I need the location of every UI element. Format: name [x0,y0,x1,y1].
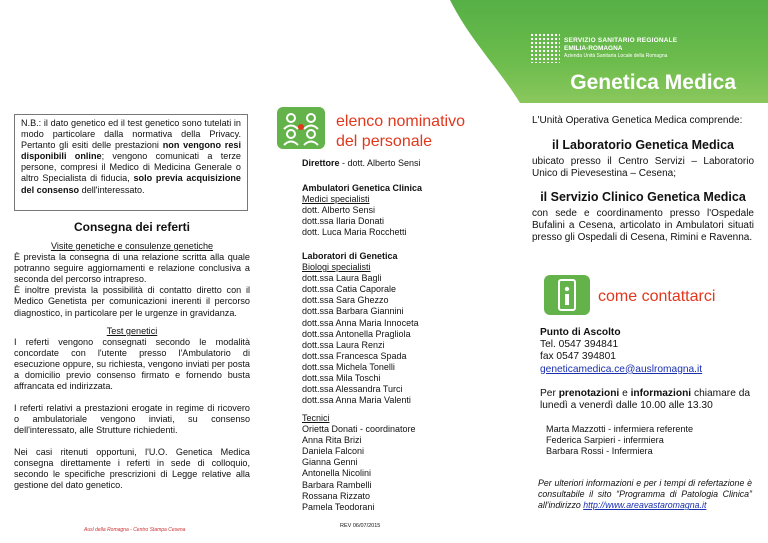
servizio-clinico-title: il Servizio Clinico Genetica Medica [540,190,746,204]
print-footer: Ausl della Romagna - Centro Stampa Cesena [84,527,186,533]
website-link[interactable]: http://www.areavastaromagna.it [583,500,707,511]
tecnici-block: Tecnici Orietta Donati - coordinatore Anna Rita Brizi Daniela Falconi Gianna Genni Antonella Nicolini Barbara Rambelli Rossana Rizzato Pamela Teodorani [302,413,416,512]
paragraph: È inoltre prevista la possibilità di contatto diretto con il Medico Genetista per comunicazioni inerenti il percorso diagnostico, in particolare per le urgenze in gravidanza. [14,285,250,318]
ambulatori-block: Ambulatori Genetica Clinica Medici specialisti dott. Alberto Sensi dott.ssa Ilaria Donati dott. Luca Maria Rocchetti [302,183,423,238]
list-item: Rossana Rizzato [302,490,371,501]
logo-line3: Azienda Unità Sanitaria Locale della Romagna [564,53,668,59]
list-item: dott.ssa Francesca Spada [302,350,407,361]
logo-line2: EMILIA-ROMAGNA [564,45,623,52]
direttore-line: Direttore - dott. Alberto Sensi [302,158,421,168]
section-heading-elenco: elenco nominativo del personale [336,113,465,150]
visite-block [14,241,250,319]
list-item: dott.ssa Mila Toschi [302,373,381,384]
paragraph: I referti relativi a prestazioni erogate in regime di ricovero o ambulatoriale vengono inviati, su consenso dell'interessato, alle Strutture richiedenti. [14,403,250,436]
servizio-clinico-text: con sede e coordinamento presso l'Ospedale Bufalini a Cesena, articolato in Ambulatori situati presso gli Ospedali di Cesena, Rimini e Ravenna. [532,208,754,244]
list-item: dott.ssa Antonella Pragliola [302,328,411,339]
laboratori-block: Laboratori di Genetica Biologi specialisti dott.ssa Laura Bagli dott.ssa Catia Caporale dott.ssa Sara Ghezzo dott.ssa Barbara Giannini dott.ssa Anna Maria Innoceta dott.ssa Antonella Pragliola dott.ssa Laura Renzi dott.ssa Francesca Spada dott.ssa Michela Tonelli dott.ssa Mila Toschi dott.ssa Alessandra Turci dott.ssa Anna Maria Valenti [302,251,419,406]
laboratorio-text: ubicato presso il Centro Servizi – Laboratorio Unico di Pievesestina – Cesena; [532,156,754,180]
prenotazioni-text: Per prenotazioni e informazioni chiamare da lunedì a venerdì dalle 10.00 alle 13.30 [540,388,751,412]
paragraph: Nei casi ritenuti opportuni, l'U.O. Genetica Medica consegna direttamente i referti in sede di colloquio, secondo le specifiche prescrizioni di Legge relative alla gestione del dato genetico. [14,447,250,491]
phone-number: Tel. 0547 394841 [540,339,619,351]
test-block [14,326,250,393]
ausl-logo [530,33,730,63]
list-item: dott.ssa Michela Tonelli [302,361,395,372]
logo-line1: SERVIZIO SANITARIO REGIONALE [564,37,678,44]
list-item: Anna Rita Brizi [302,435,362,446]
list-item: Gianna Genni [302,457,358,468]
list-item: Marta Mazzotti - infermiera referente [546,424,694,434]
staff-list [546,424,693,457]
people-group-icon [277,107,325,149]
list-item: dott. Luca Maria Rocchetti [302,227,407,238]
revision-label: REV 06/07/2015 [340,523,381,529]
info-icon [544,275,590,315]
list-item: dott.ssa Anna Maria Innoceta [302,317,419,328]
list-item: dott.ssa Catia Caporale [302,284,397,295]
list-item: Pamela Teodorani [302,501,375,512]
list-item: Federica Sarpieri - infermiera [546,435,664,446]
list-item: Antonella Nicolini [302,468,372,479]
section-heading-contatti: come contattarci [598,288,716,305]
logo-mark-icon [530,33,560,63]
punto-ascolto: Punto di Ascolto Tel. 0547 394841 fax 0547 394801 geneticamedica.ce@auslromagna.it [540,327,703,375]
list-item: dott.ssa Laura Renzi [302,339,385,350]
paragraph: I referti vengono consegnati secondo le modalità concordate con l'utente presso l'Ambulatorio di esecuzione oppure, su richiesta, vengono inviati per posta a domicilio previo consenso firmato e fornendo busta affrancata ed indirizzata. [14,337,250,392]
email-link[interactable]: geneticamedica.ce@auslromagna.it [540,363,703,375]
fax-number: fax 0547 394801 [540,351,616,363]
more-info-text: Per ulteriori informazioni e per i tempi di refertazione è consultabile il sito “Programma di Patologia Clinica” all'indirizzo http://www.areavastaromagna.it [538,478,752,511]
list-item: Barbara Rossi - Infermiera [546,446,653,457]
list-item: dott.ssa Alessandra Turci [302,384,403,395]
list-item: dott. Alberto Sensi [302,205,376,216]
paragraph: È prevista la consegna di una relazione scritta alla quale potranno seguire aggiornamenti e relazione conclusiva a seconda del percorso intrapreso. [14,252,250,285]
list-item: Orietta Donati - coordinatore [302,424,416,435]
list-item: dott.ssa Anna Maria Valenti [302,395,411,406]
section-title-consegna: Consegna dei referti [73,220,191,234]
list-item: dott.ssa Sara Ghezzo [302,295,389,306]
subtitle-test: Test genetici [106,326,158,336]
subtitle-visite: Visite genetiche e consulenze genetiche [50,241,214,251]
list-item: dott.ssa Barbara Giannini [302,306,404,317]
list-item: Daniela Falconi [302,446,365,457]
unita-intro: L'Unità Operativa Genetica Medica comprende: [532,115,743,126]
privacy-note: N.B.: il dato genetico ed il test genetico sono tutelati in modo particolare dalla normativa della Privacy. Pertanto gli esiti delle prestazioni non vengono resi disponibili online; vengono comunicati a terze persone, compresi il Medico di Medicina Generale o altro Specialista di fiducia, solo previa acquisizione del consenso dell'interessato. [14,114,248,211]
brochure-title: Genetica Medica [570,71,736,94]
list-item: dott.ssa Ilaria Donati [302,216,385,227]
list-item: Barbara Rambelli [302,479,372,490]
list-item: dott.ssa Laura Bagli [302,273,382,284]
laboratorio-title: il Laboratorio Genetica Medica [552,138,734,152]
